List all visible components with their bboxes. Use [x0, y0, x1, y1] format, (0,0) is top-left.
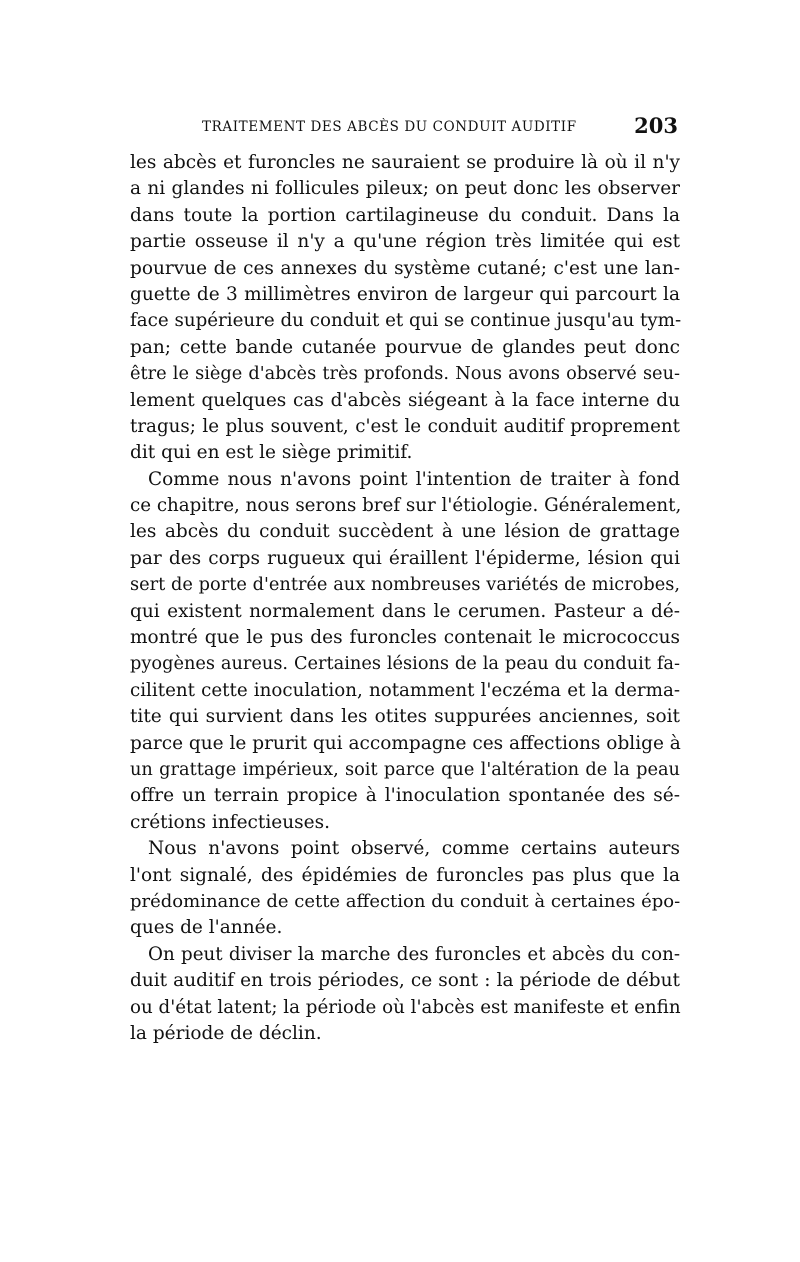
text-line: un grattage impérieux, soit parce que l'altération de la peau	[130, 759, 680, 780]
text-line: cilitent cette inoculation, notamment l'eczéma et la derma-	[130, 679, 680, 701]
body-text	[130, 150, 680, 1047]
text-line: partie osseuse il n'y a qu'une région très limitée qui est	[130, 231, 680, 253]
text-line: pyogènes aureus. Certaines lésions de la peau du conduit fa-	[130, 654, 680, 675]
text-line: les abcès et furoncles ne sauraient se produire là où il n'y	[130, 152, 680, 173]
text-line: guette de 3 millimètres environ de largeur qui parcourt la	[130, 283, 680, 305]
text-line: être le siège d'abcès très profonds. Nous avons observé seu-	[130, 364, 680, 385]
text-line: offre un terrain propice à l'inoculation spontanée des sé-	[130, 785, 680, 807]
text-line: sert de porte d'entrée aux nombreuses variétés de microbes,	[130, 575, 680, 596]
text-line: crétions infectieuses.	[130, 811, 330, 833]
text-line: duit auditif en trois périodes, ce sont : la période de début	[130, 970, 680, 992]
text-line: prédominance de cette affection du conduit à certaines épo-	[130, 890, 681, 912]
text-line: dans toute la portion cartilagineuse du conduit. Dans la	[130, 204, 680, 226]
text-line: ques de l'année.	[130, 917, 283, 939]
text-line: parce que le prurit qui accompagne ces affections oblige à	[130, 732, 681, 754]
text-line: tite qui survient dans les otites suppurées anciennes, soit	[130, 706, 680, 728]
text-line: l'ont signalé, des épidémies de furoncles pas plus que la	[130, 864, 680, 886]
text-line: Comme nous n'avons point l'intention de traiter à fond	[148, 468, 680, 490]
text-line: a ni glandes ni follicules pileux; on peut donc les observer	[130, 178, 680, 200]
running-head	[130, 113, 680, 143]
text-line: la période de déclin.	[130, 1022, 322, 1044]
text-line: pan; cette bande cutanée pourvue de glandes peut donc	[130, 336, 680, 358]
text-line: tragus; le plus souvent, c'est le conduit auditif proprement	[130, 415, 680, 437]
text-line: Nous n'avons point observé, comme certains auteurs	[148, 838, 680, 860]
text-line: lement quelques cas d'abcès siégeant à la face interne du	[130, 389, 680, 411]
text-line: face supérieure du conduit et qui se continue jusqu'au tym-	[130, 310, 682, 332]
text-line: ou d'état latent; la période où l'abcès est manifeste et enfin	[130, 996, 681, 1018]
page-number: 203	[634, 113, 678, 138]
text-line: pourvue de ces annexes du système cutané; c'est une lan-	[130, 257, 680, 279]
text-line: qui existent normalement dans le cerumen. Pasteur a dé-	[130, 600, 680, 622]
text-line: On peut diviser la marche des furoncles et abcès du con-	[148, 943, 680, 965]
text-line: ce chapitre, nous serons bref sur l'étiologie. Généralement,	[130, 495, 682, 517]
running-title: TRAITEMENT DES ABCÈS DU CONDUIT AUDITIF	[202, 119, 577, 135]
text-line: par des corps rugueux qui éraillent l'épiderme, lésion qui	[130, 547, 680, 569]
text-line: dit qui en est le siège primitif.	[130, 442, 413, 464]
text-line: montré que le pus des furoncles contenait le micrococcus	[130, 627, 680, 649]
text-line: les abcès du conduit succèdent à une lésion de grattage	[130, 521, 680, 543]
